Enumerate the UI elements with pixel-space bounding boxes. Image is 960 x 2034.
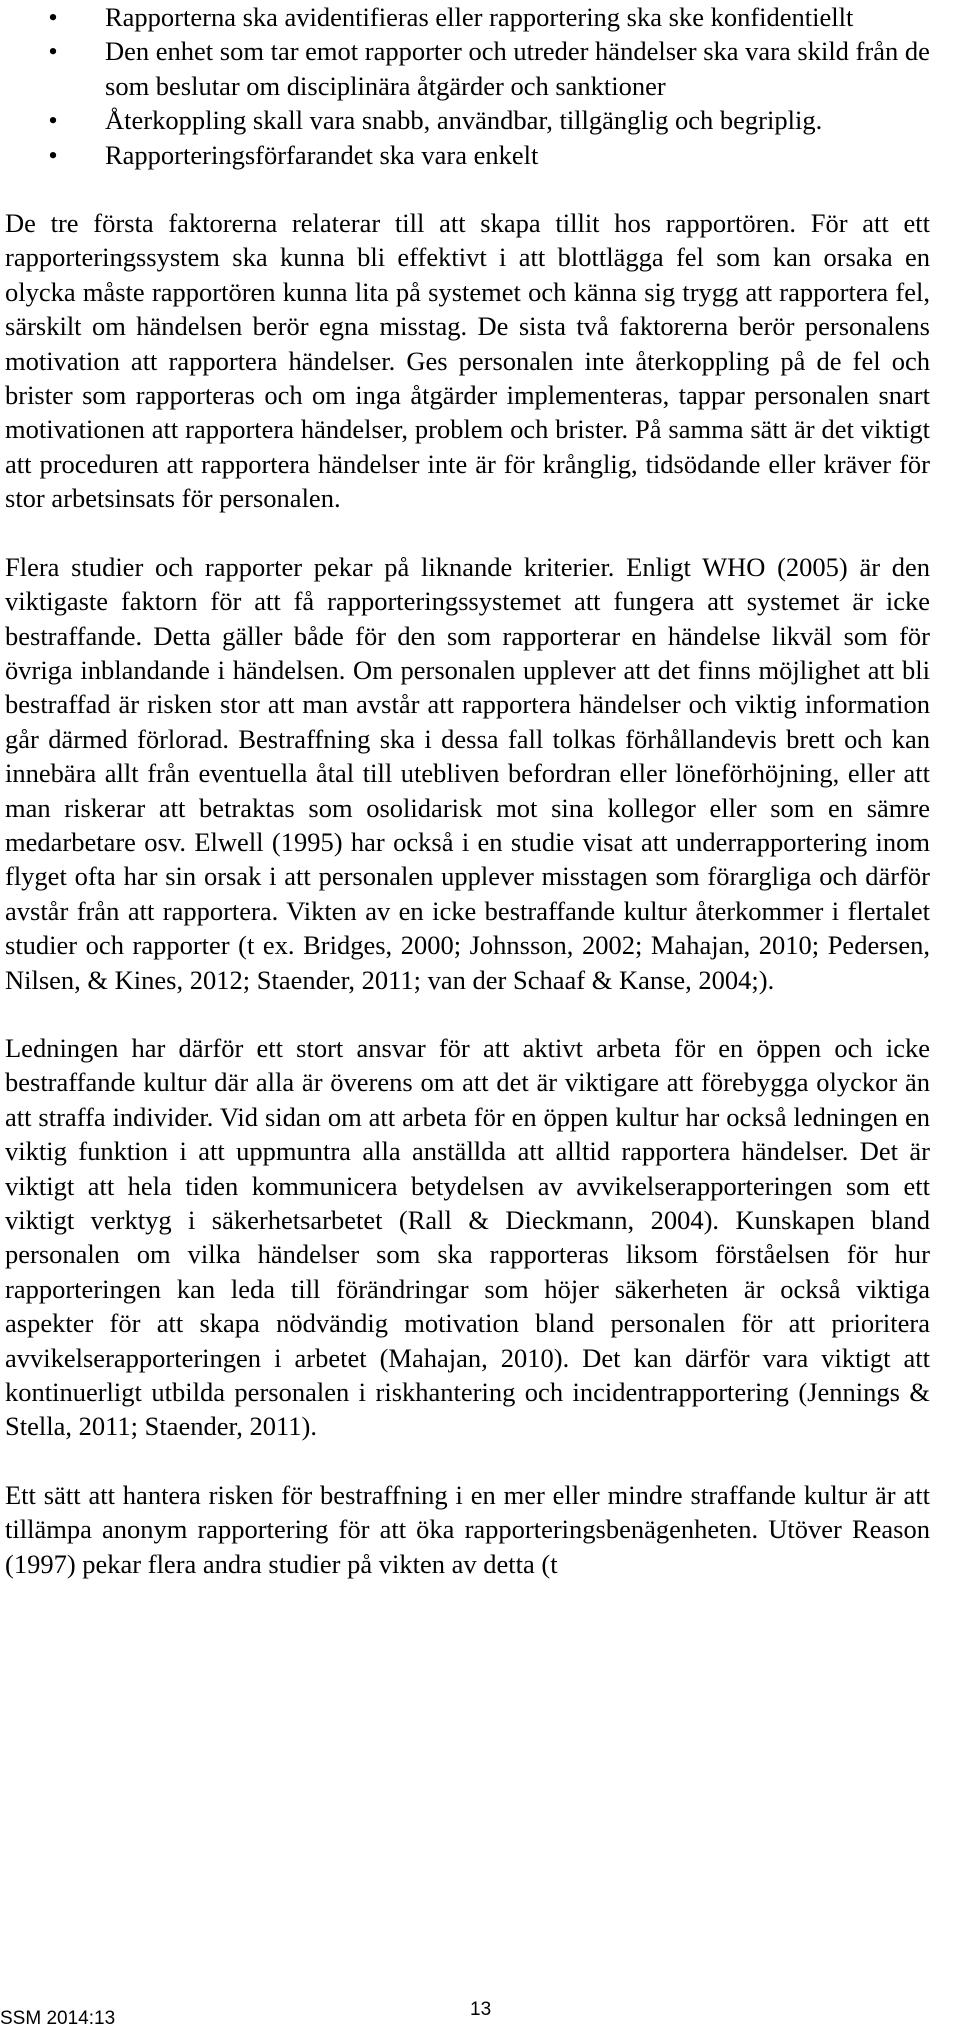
paragraph: Ett sätt att hantera risken för bestraffning i en mer eller mindre straffande kultur är att tillämpa anonym rapportering för att öka rapporteringsbenägenheten. Utöver Reason (1997) pekar flera andra studier på vikten av detta (t [5,1479,930,1579]
paragraph: De tre första faktorerna relaterar till att skapa tillit hos rapportören. För att ett rapporteringssystem ska kunna bli effektivt i att blottlägga fel som kan orsaka en olycka måste rapportören kunna lita på systemet och känna sig trygg att rapportera fel, särskilt om händelsen berör egna misstag. De sista två faktorerna berör personalens motivation att rapportera händelser. Ges personalen inte återkoppling på de fel och brister som rapporteras och om inga åtgärder implementeras, tappar personalen snart motivationen att rapportera händelser, problem och brister. På samma sätt är det viktigt att proceduren att rapportera händelser inte är för krånglig, tidsödande eller kräver för stor arbetsinsats för personalen. [5,208,930,514]
body-text [5,0,930,1581]
list-item [5,138,930,172]
list-item-text: Rapporteringsförfarandet ska vara enkelt [105,139,539,170]
footer-page-number: 13 [470,1999,492,2020]
bullet-icon: • [48,105,58,136]
footer-report-id: SSM 2014:13 [0,2008,116,2029]
list-item [5,103,930,137]
spacer [5,516,930,550]
spacer [5,997,930,1031]
list-item-text: Den enhet som tar emot rapporter och utreder händelser ska vara skild från de som beslutar om disciplinära åtgärder och sanktioner [105,36,930,101]
paragraph: Ledningen har därför ett stort ansvar för att aktivt arbeta för en öppen och icke bestraffande kultur där alla är överens om att det är viktigare att förebygga olyckor än att straffa individer. Vid sidan om att arbeta för en öppen kultur har också ledningen en viktig funktion i att uppmuntra alla anställda att alltid rapportera händelser. Det är viktigt att hela tiden kommunicera betydelsen av avvikelserapporteringen som ett viktigt verktyg i säkerhetsarbetet (Rall & Dieckmann, 2004). Kunskapen bland personalen om vilka händelser som ska rapporteras liksom förståelsen för hur rapporteringen kan leda till förändringar som höjer säkerheten är också viktiga aspekter för att skapa nödvändig motivation bland personalen för att prioritera avvikelserapporteringen i arbetet (Mahajan, 2010). Det kan därför vara viktigt att kontinuerligt utbilda personalen i riskhantering och incidentrapportering (Jennings & Stella, 2011; Staender, 2011). [5,1032,930,1442]
list-item-text: Återkoppling skall vara snabb, användbar, tillgänglig och begriplig. [105,105,823,136]
spacer [5,172,930,206]
list-item [5,34,930,103]
paragraph: Flera studier och rapporter pekar på liknande kriterier. Enligt WHO (2005) är den viktigaste faktorn för att få rapporteringssystemet att fungera att systemet är icke bestraffande. Detta gäller både för den som rapporterar en händelse likväl som för övriga inblandande i händelsen. Om personalen upplever att det finns möjlighet att bli bestraffad är risken stor att man avstår att rapportera händelser och viktig information går därmed förlorad. Bestraffning ska i dessa fall tolkas förhållandevis brett och kan innebära allt från eventuella åtal till utebliven befordran eller löneförhöjning, eller att man riskerar att betraktas som osolidarisk mot sina kollegor eller som en sämre medarbetare osv. Elwell (1995) har också i en studie visat att underrapportering inom flyget ofta har sin orsak i att personalen upplever misstagen som förargliga och därför avstår från att rapportera. Vikten av en icke bestraffande kultur återkommer i flertalet studier och rapporter (t ex. Bridges, 2000; Johnsson, 2002; Mahajan, 2010; Pedersen, Nilsen, & Kines, 2012; Staender, 2011; van der Schaaf & Kanse, 2004;). [5,551,930,995]
bullet-icon: • [48,2,58,32]
list-item-text: Rapporterna ska avidentifieras eller rapportering ska ske konfidentiellt [105,2,854,32]
list-item [5,0,930,34]
spacer [5,1444,930,1478]
criteria-bullet-list [5,0,930,172]
bullet-icon: • [48,139,58,170]
bullet-icon: • [48,36,58,67]
